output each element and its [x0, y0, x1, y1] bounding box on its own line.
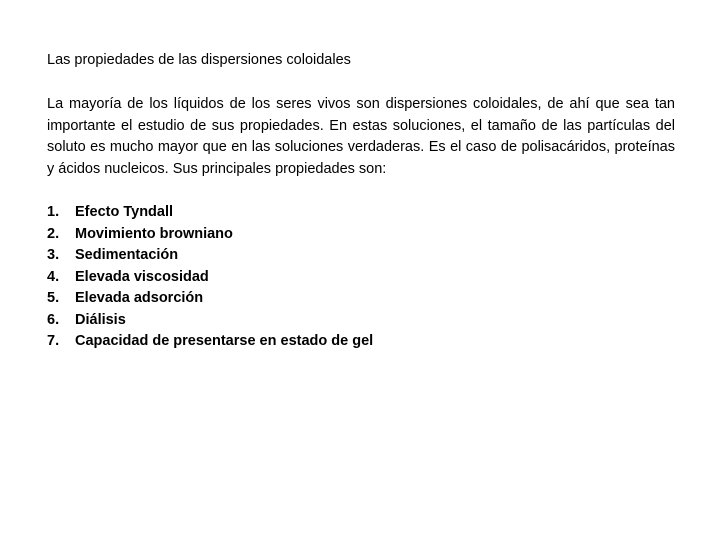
- list-item-number: 1.: [47, 204, 60, 220]
- list-item-number: 5.: [47, 290, 60, 306]
- list-item: [47, 224, 373, 246]
- list-item-text: Sedimentación: [75, 247, 179, 263]
- list-item: [47, 310, 373, 332]
- properties-list: [47, 202, 373, 353]
- list-item-number: 2.: [47, 225, 60, 242]
- list-item-number: 6.: [47, 311, 60, 328]
- list-item: [47, 331, 373, 353]
- list-item: [47, 245, 373, 267]
- list-item-number: 7.: [47, 333, 60, 349]
- list-item-number: 4.: [47, 268, 60, 285]
- document-title: Las propiedades de las dispersiones coloidales: [47, 52, 351, 68]
- intro-paragraph: La mayoría de los líquidos de los seres vivos son dispersiones coloidales, de ahí que sea tan importante el estudio de sus propiedades. En estas soluciones, el tamaño de las partículas del soluto es mucho mayor que en las soluciones verdaderas. Es el caso de polisacáridos, proteínas y ácidos nucleicos. Sus principales propiedades son:: [47, 96, 675, 177]
- list-item: [47, 267, 373, 289]
- list-item-text: Elevada viscosidad: [75, 268, 209, 285]
- list-item-text: Capacidad de presentarse en estado de gel: [75, 333, 374, 349]
- list-item-text: Movimiento browniano: [75, 225, 233, 242]
- list-item-text: Elevada adsorción: [75, 290, 204, 306]
- list-item: [47, 288, 373, 310]
- list-item-number: 3.: [47, 247, 60, 263]
- list-item: [47, 202, 373, 224]
- list-item-text: Efecto Tyndall: [75, 204, 174, 220]
- list-item-text: Diálisis: [75, 311, 126, 328]
